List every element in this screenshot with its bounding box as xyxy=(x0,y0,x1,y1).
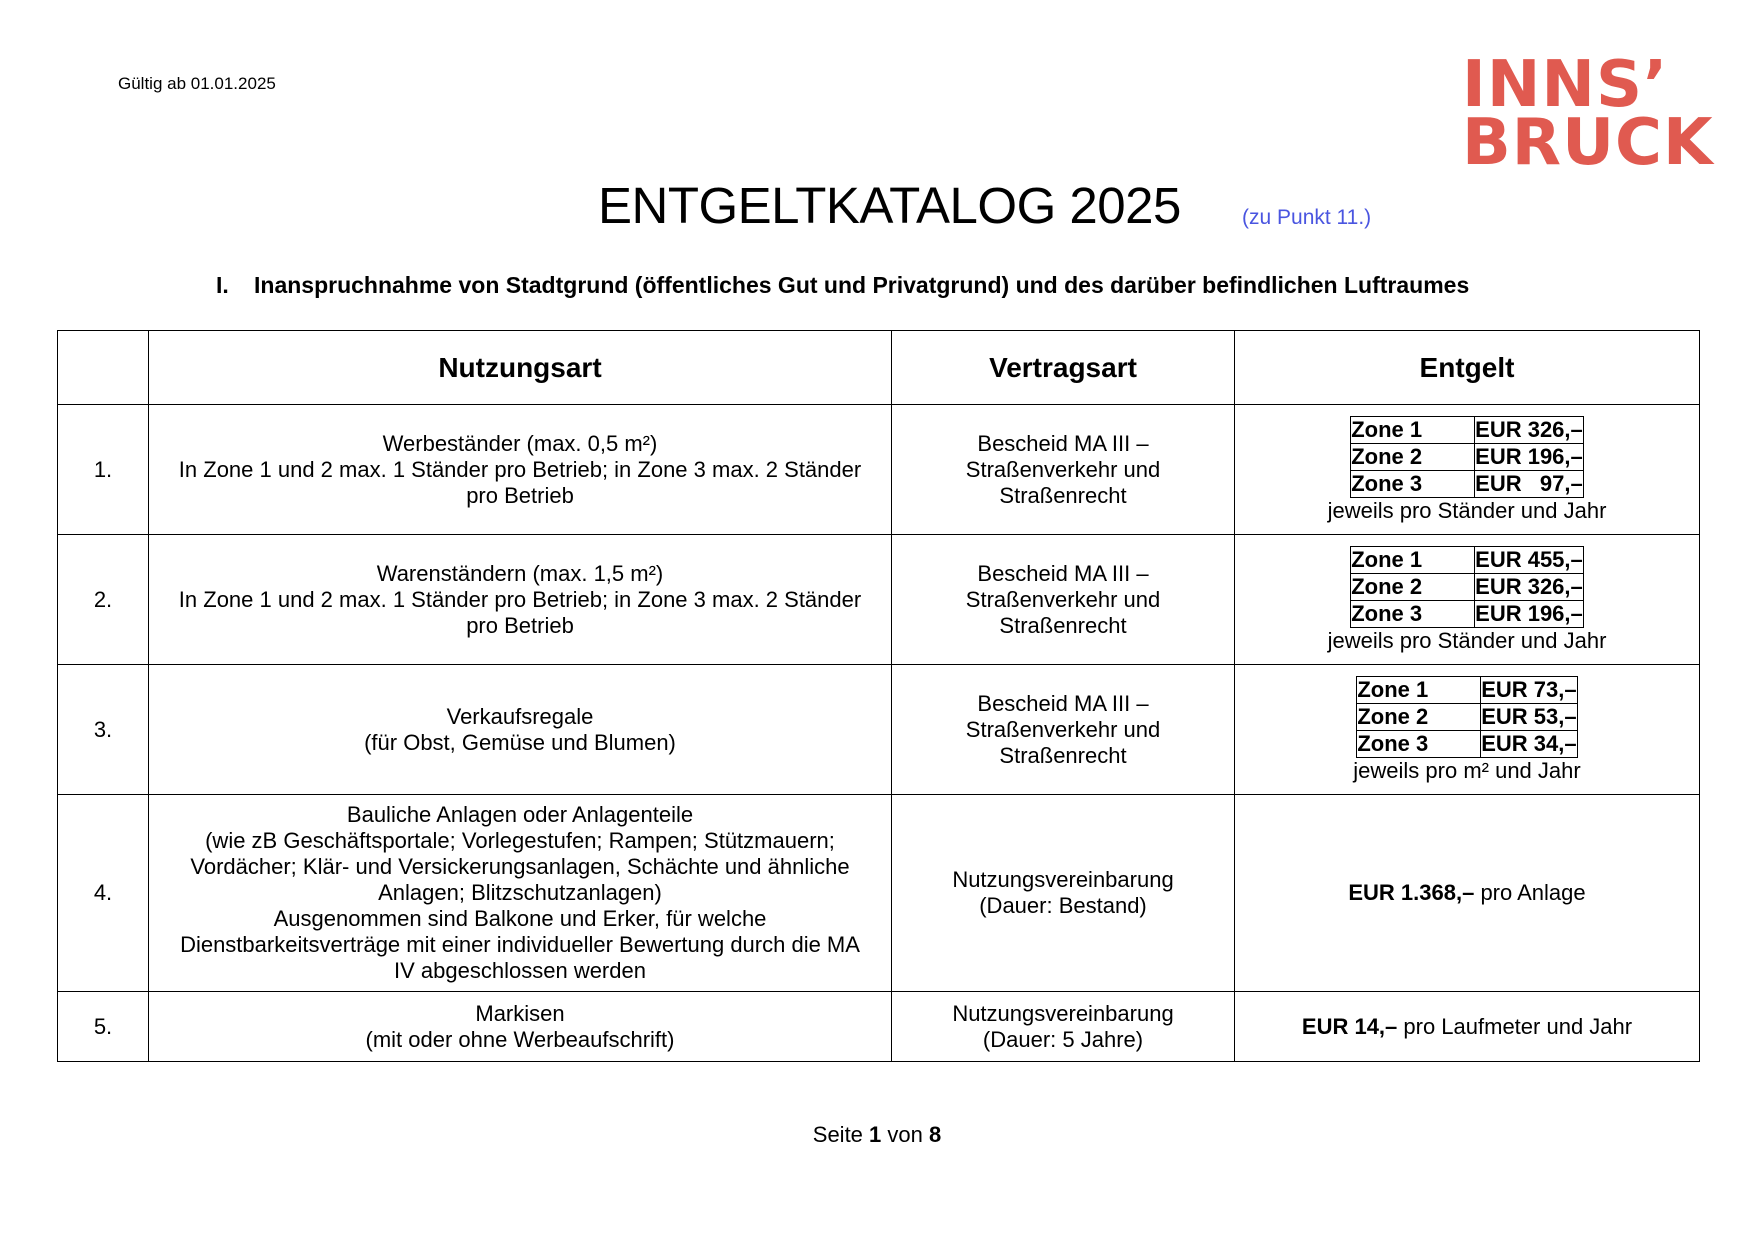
zone-label: Zone 1 xyxy=(1351,546,1475,573)
usage-cell xyxy=(149,405,892,535)
usage-line: pro Betrieb xyxy=(466,612,574,638)
usage-line: Werbeständer (max. 0,5 m²) xyxy=(382,430,658,456)
zone-fee-list xyxy=(1356,676,1577,758)
contract-cell xyxy=(892,665,1235,795)
contract-line: Bescheid MA III – xyxy=(977,560,1149,586)
usage-line: In Zone 1 und 2 max. 1 Ständer pro Betrieb; in Zone 3 max. 2 Ständer xyxy=(178,456,862,482)
contract-line: Bescheid MA III – xyxy=(977,430,1149,456)
usage-line: Anlagen; Blitzschutzanlagen) xyxy=(378,880,662,905)
current-page: 1 xyxy=(869,1122,882,1147)
zone-fee: EUR 196,– xyxy=(1475,443,1583,469)
usage-line: Warenständern (max. 1,5 m²) xyxy=(376,560,664,586)
usage-line: pro Betrieb xyxy=(466,482,574,508)
table-row xyxy=(58,992,1700,1062)
zone-label: Zone 3 xyxy=(1351,470,1475,497)
fee-cell xyxy=(1235,992,1700,1062)
zone-label: Zone 3 xyxy=(1357,730,1481,757)
row-number: 3. xyxy=(58,665,149,795)
contract-cell xyxy=(892,992,1235,1062)
fee-unit: pro Laufmeter und Jahr xyxy=(1397,1013,1633,1039)
zone-fee: EUR 326,– xyxy=(1475,573,1583,599)
section-heading xyxy=(216,272,1469,299)
valid-from-date: Gültig ab 01.01.2025 xyxy=(118,74,276,93)
fee-amount: EUR 1.368,– xyxy=(1348,880,1475,905)
zone-fee: EUR 196,– xyxy=(1475,600,1583,626)
contract-line: (Dauer: Bestand) xyxy=(979,893,1147,918)
usage-line: (mit oder ohne Werbeaufschrift) xyxy=(365,1026,675,1052)
zone-fee-list xyxy=(1350,546,1584,628)
zone-label: Zone 3 xyxy=(1351,600,1475,627)
table-row xyxy=(58,665,1700,795)
zone-fee: EUR 34,– xyxy=(1481,730,1577,756)
usage-line: (wie zB Geschäftsportale; Vorlegestufen; Rampen; Stützmauern; xyxy=(205,828,835,853)
table-header-row xyxy=(58,331,1700,405)
row-number: 2. xyxy=(58,535,149,665)
zone-label: Zone 1 xyxy=(1351,416,1475,443)
usage-cell xyxy=(149,535,892,665)
usage-line: Verkaufsregale xyxy=(446,703,594,729)
usage-line: Vordächer; Klär- und Versickerungsanlagen, Schächte und ähnliche xyxy=(190,854,850,879)
contract-line: Straßenrecht xyxy=(999,742,1127,768)
usage-cell xyxy=(149,795,892,992)
zone-label: Zone 2 xyxy=(1351,573,1475,600)
usage-line: Dienstbarkeitsverträge mit einer individueller Bewertung durch die MA xyxy=(180,932,860,957)
contract-line: Straßenrecht xyxy=(999,482,1127,508)
row-number: 4. xyxy=(58,795,149,992)
section-title: Inanspruchnahme von Stadtgrund (öffentliches Gut und Privatgrund) und des darüber befindlichen Luftraumes xyxy=(254,272,1470,298)
contract-line: Straßenverkehr und xyxy=(965,716,1161,742)
section-number: I. xyxy=(216,272,229,298)
logo-line-1: INNS’ xyxy=(1462,48,1669,122)
logo-line-2: BRUCK xyxy=(1462,106,1714,180)
header-usage: Nutzungsart xyxy=(149,331,892,405)
usage-line: Markisen xyxy=(475,1000,565,1026)
fee-cell xyxy=(1235,535,1700,665)
header-number xyxy=(58,331,149,405)
footer-middle: von xyxy=(881,1122,929,1147)
contract-line: Nutzungsvereinbarung xyxy=(952,1000,1174,1026)
zone-fee: EUR 455,– xyxy=(1475,546,1583,572)
footer-prefix: Seite xyxy=(812,1122,870,1147)
contract-line: Straßenrecht xyxy=(999,612,1127,638)
zone-fee: EUR 97,– xyxy=(1475,470,1583,496)
contract-line: Straßenverkehr und xyxy=(965,586,1161,612)
reference-note: (zu Punkt 11.) xyxy=(1242,206,1372,229)
usage-cell xyxy=(149,992,892,1062)
fee-amount: EUR 14,– xyxy=(1301,1013,1398,1039)
zone-label: Zone 2 xyxy=(1357,703,1481,730)
zone-label: Zone 1 xyxy=(1357,676,1481,703)
table-row xyxy=(58,795,1700,992)
fee-note: jeweils pro Ständer und Jahr xyxy=(1327,497,1607,523)
contract-line: Bescheid MA III – xyxy=(977,690,1149,716)
header-contract: Vertragsart xyxy=(892,331,1235,405)
usage-line: IV abgeschlossen werden xyxy=(394,958,646,983)
usage-line: Ausgenommen sind Balkone und Erker, für welche xyxy=(273,906,767,931)
fee-cell xyxy=(1235,795,1700,992)
contract-line: Straßenverkehr und xyxy=(965,456,1161,482)
contract-cell xyxy=(892,795,1235,992)
row-number: 5. xyxy=(58,992,149,1062)
contract-cell xyxy=(892,535,1235,665)
row-number: 1. xyxy=(58,405,149,535)
zone-fee: EUR 73,– xyxy=(1481,676,1577,702)
fee-cell xyxy=(1235,405,1700,535)
usage-cell xyxy=(149,665,892,795)
innsbruck-logo xyxy=(1462,48,1714,180)
zone-label: Zone 2 xyxy=(1351,443,1475,470)
fee-cell xyxy=(1235,665,1700,795)
table-row xyxy=(58,535,1700,665)
zone-fee: EUR 326,– xyxy=(1475,416,1583,442)
total-pages: 8 xyxy=(928,1122,942,1147)
fee-note: jeweils pro m² und Jahr xyxy=(1353,757,1581,783)
header-fee: Entgelt xyxy=(1235,331,1700,405)
zone-fee: EUR 53,– xyxy=(1481,703,1577,729)
usage-line: (für Obst, Gemüse und Blumen) xyxy=(364,729,676,755)
fee-note: jeweils pro Ständer und Jahr xyxy=(1327,627,1607,653)
contract-line: Nutzungsvereinbarung xyxy=(952,867,1174,892)
fee-unit: pro Anlage xyxy=(1474,880,1586,905)
contract-cell xyxy=(892,405,1235,535)
usage-line: In Zone 1 und 2 max. 1 Ständer pro Betrieb; in Zone 3 max. 2 Ständer xyxy=(178,586,862,612)
table-row xyxy=(58,405,1700,535)
page-title: ENTGELTKATALOG 2025 xyxy=(598,177,1181,234)
contract-line: (Dauer: 5 Jahre) xyxy=(982,1026,1144,1052)
zone-fee-list xyxy=(1350,416,1584,498)
usage-line: Bauliche Anlagen oder Anlagenteile xyxy=(346,802,694,827)
page-footer xyxy=(0,1122,1754,1148)
fee-table xyxy=(57,330,1700,1062)
